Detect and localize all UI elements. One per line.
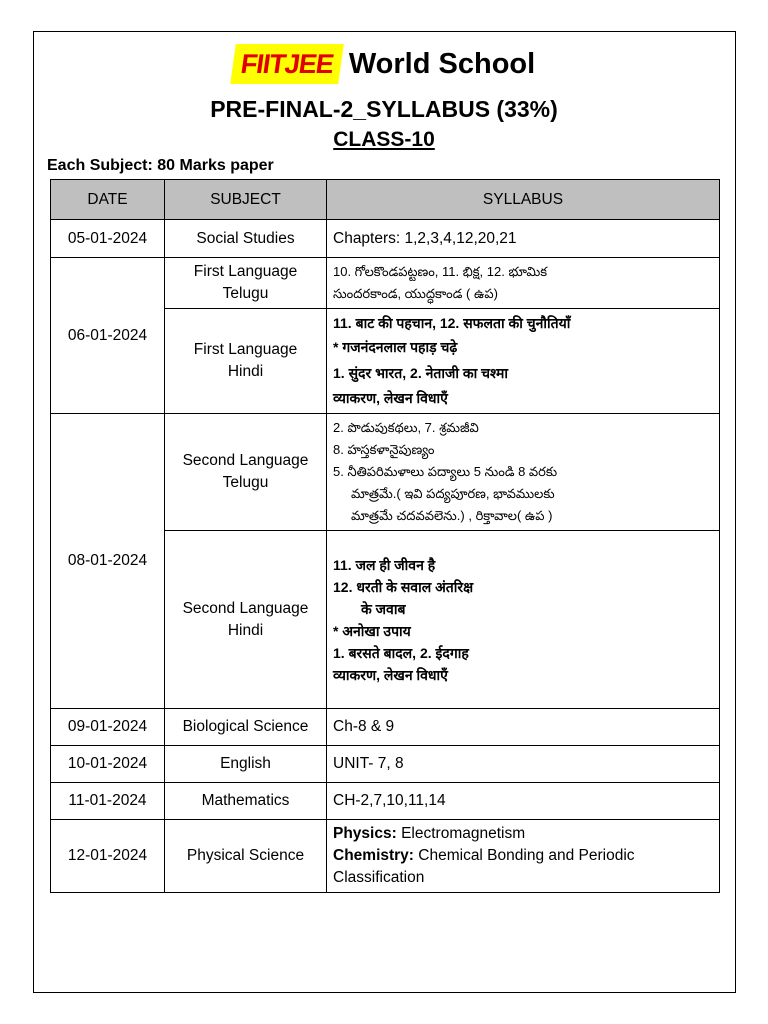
syllabus-line: 5. నీతిపరిమళాలు పద్యాలు 5 నుండి 8 వరకు [333,464,558,479]
syllabus-line: సుందరకాండ, యుద్ధకాండ ( ఉప) [333,286,498,301]
date-cell: 08-01-2024 [51,414,165,709]
syllabus-line: * गजनंदनलाल पहाड़ चढ़े [333,339,458,355]
subject-line: Hindi [227,621,264,639]
syllabus-line: के जवाब [361,600,406,617]
table-row [51,783,720,820]
date-cell: 05-01-2024 [51,220,165,258]
syllabus-line: 11. बाट की पहचान, 12. सफलता की चुनौतियाँ [333,315,571,331]
table-row [51,414,720,531]
marks-note: Each Subject: 80 Marks paper [47,157,274,174]
syllabus-cell: UNIT- 7, 8 [327,746,720,783]
syllabus-line: మాత్రమే చదవవలెను.) , రిక్తావాల( ఉప ) [351,508,553,523]
date-cell: 11-01-2024 [51,783,165,820]
header-date: DATE [51,180,165,220]
syllabus-cell [327,820,720,893]
subject-line: Second Language [182,452,309,469]
subject-cell [165,258,327,309]
syllabus-cell [327,531,720,709]
school-name: World School [348,47,536,80]
syllabus-cell: CH-2,7,10,11,14 [327,783,720,820]
header-subject: SUBJECT [165,180,327,220]
syllabus-line: 11. जल ही जीवन है [333,556,436,573]
subject-line: First Language [193,341,298,358]
date-cell: 09-01-2024 [51,709,165,746]
table-row [51,746,720,783]
subject-cell: Social Studies [165,220,327,258]
syllabus-cell: Chapters: 1,2,3,4,12,20,21 [327,220,720,258]
syllabus-line: * अनोखा उपाय [333,622,411,639]
subject-cell [165,414,327,531]
syllabus-line: 1. बरसते बादल, 2. ईदगाह [333,644,469,661]
syllabus-line: మాత్రమే.( ఇవి పద్యపూరణ, భావములకు [351,486,555,501]
table-row [51,709,720,746]
chemistry-line [333,845,713,889]
subject-line: Second Language [182,599,309,617]
subject-cell [165,531,327,709]
syllabus-line: व्याकरण, लेखन विधाएँ [333,666,448,683]
subject-line: Telugu [222,474,269,491]
subject-line: Telugu [222,285,269,302]
chemistry-label: Chemistry: [333,847,414,864]
subject-cell [165,309,327,414]
syllabus-line: 10. గోలకొండపట్టణం, 11. భిక్ష, 12. భూమిక [333,264,548,279]
date-cell: 12-01-2024 [51,820,165,893]
page-title: PRE-FINAL-2_SYLLABUS (33%) [210,96,558,122]
syllabus-line: 1. सुंदर भारत, 2. नेताजी का चश्मा [333,365,508,381]
syllabus-cell [327,258,720,309]
subject-cell: Biological Science [165,709,327,746]
subject-line: First Language [193,263,298,280]
school-header [0,44,768,84]
table-row [51,220,720,258]
subject-cell: Physical Science [165,820,327,893]
subject-cell: Mathematics [165,783,327,820]
syllabus-cell [327,309,720,414]
brand [233,44,535,84]
syllabus-line: 8. హస్తకళానైపుణ్యం [333,442,435,457]
syllabus-cell: Ch-8 & 9 [327,709,720,746]
class-title: CLASS-10 [333,128,435,151]
date-cell: 10-01-2024 [51,746,165,783]
syllabus-line: 12. धरती के सवाल अंतरिक्ष [333,578,474,595]
syllabus-table [50,179,720,893]
fiitjee-logo: FIITJEE [230,44,344,84]
subject-line: Hindi [227,363,264,380]
physics-text: Electromagnetism [396,825,526,842]
syllabus-line: व्याकरण, लेखन विधाएँ [333,390,448,406]
syllabus-line: 2. పొడుపుకథలు, 7. శ్రమజీవి [333,420,479,435]
subject-cell: English [165,746,327,783]
table-header-row [51,180,720,220]
chemistry-text: Chemical Bonding and Periodic Classification [333,847,635,886]
physics-label: Physics: [333,825,397,842]
table-row [51,820,720,893]
syllabus-cell [327,414,720,531]
table-row [51,258,720,309]
date-cell: 06-01-2024 [51,258,165,414]
physics-line [333,823,713,845]
header-syllabus: SYLLABUS [327,180,720,220]
